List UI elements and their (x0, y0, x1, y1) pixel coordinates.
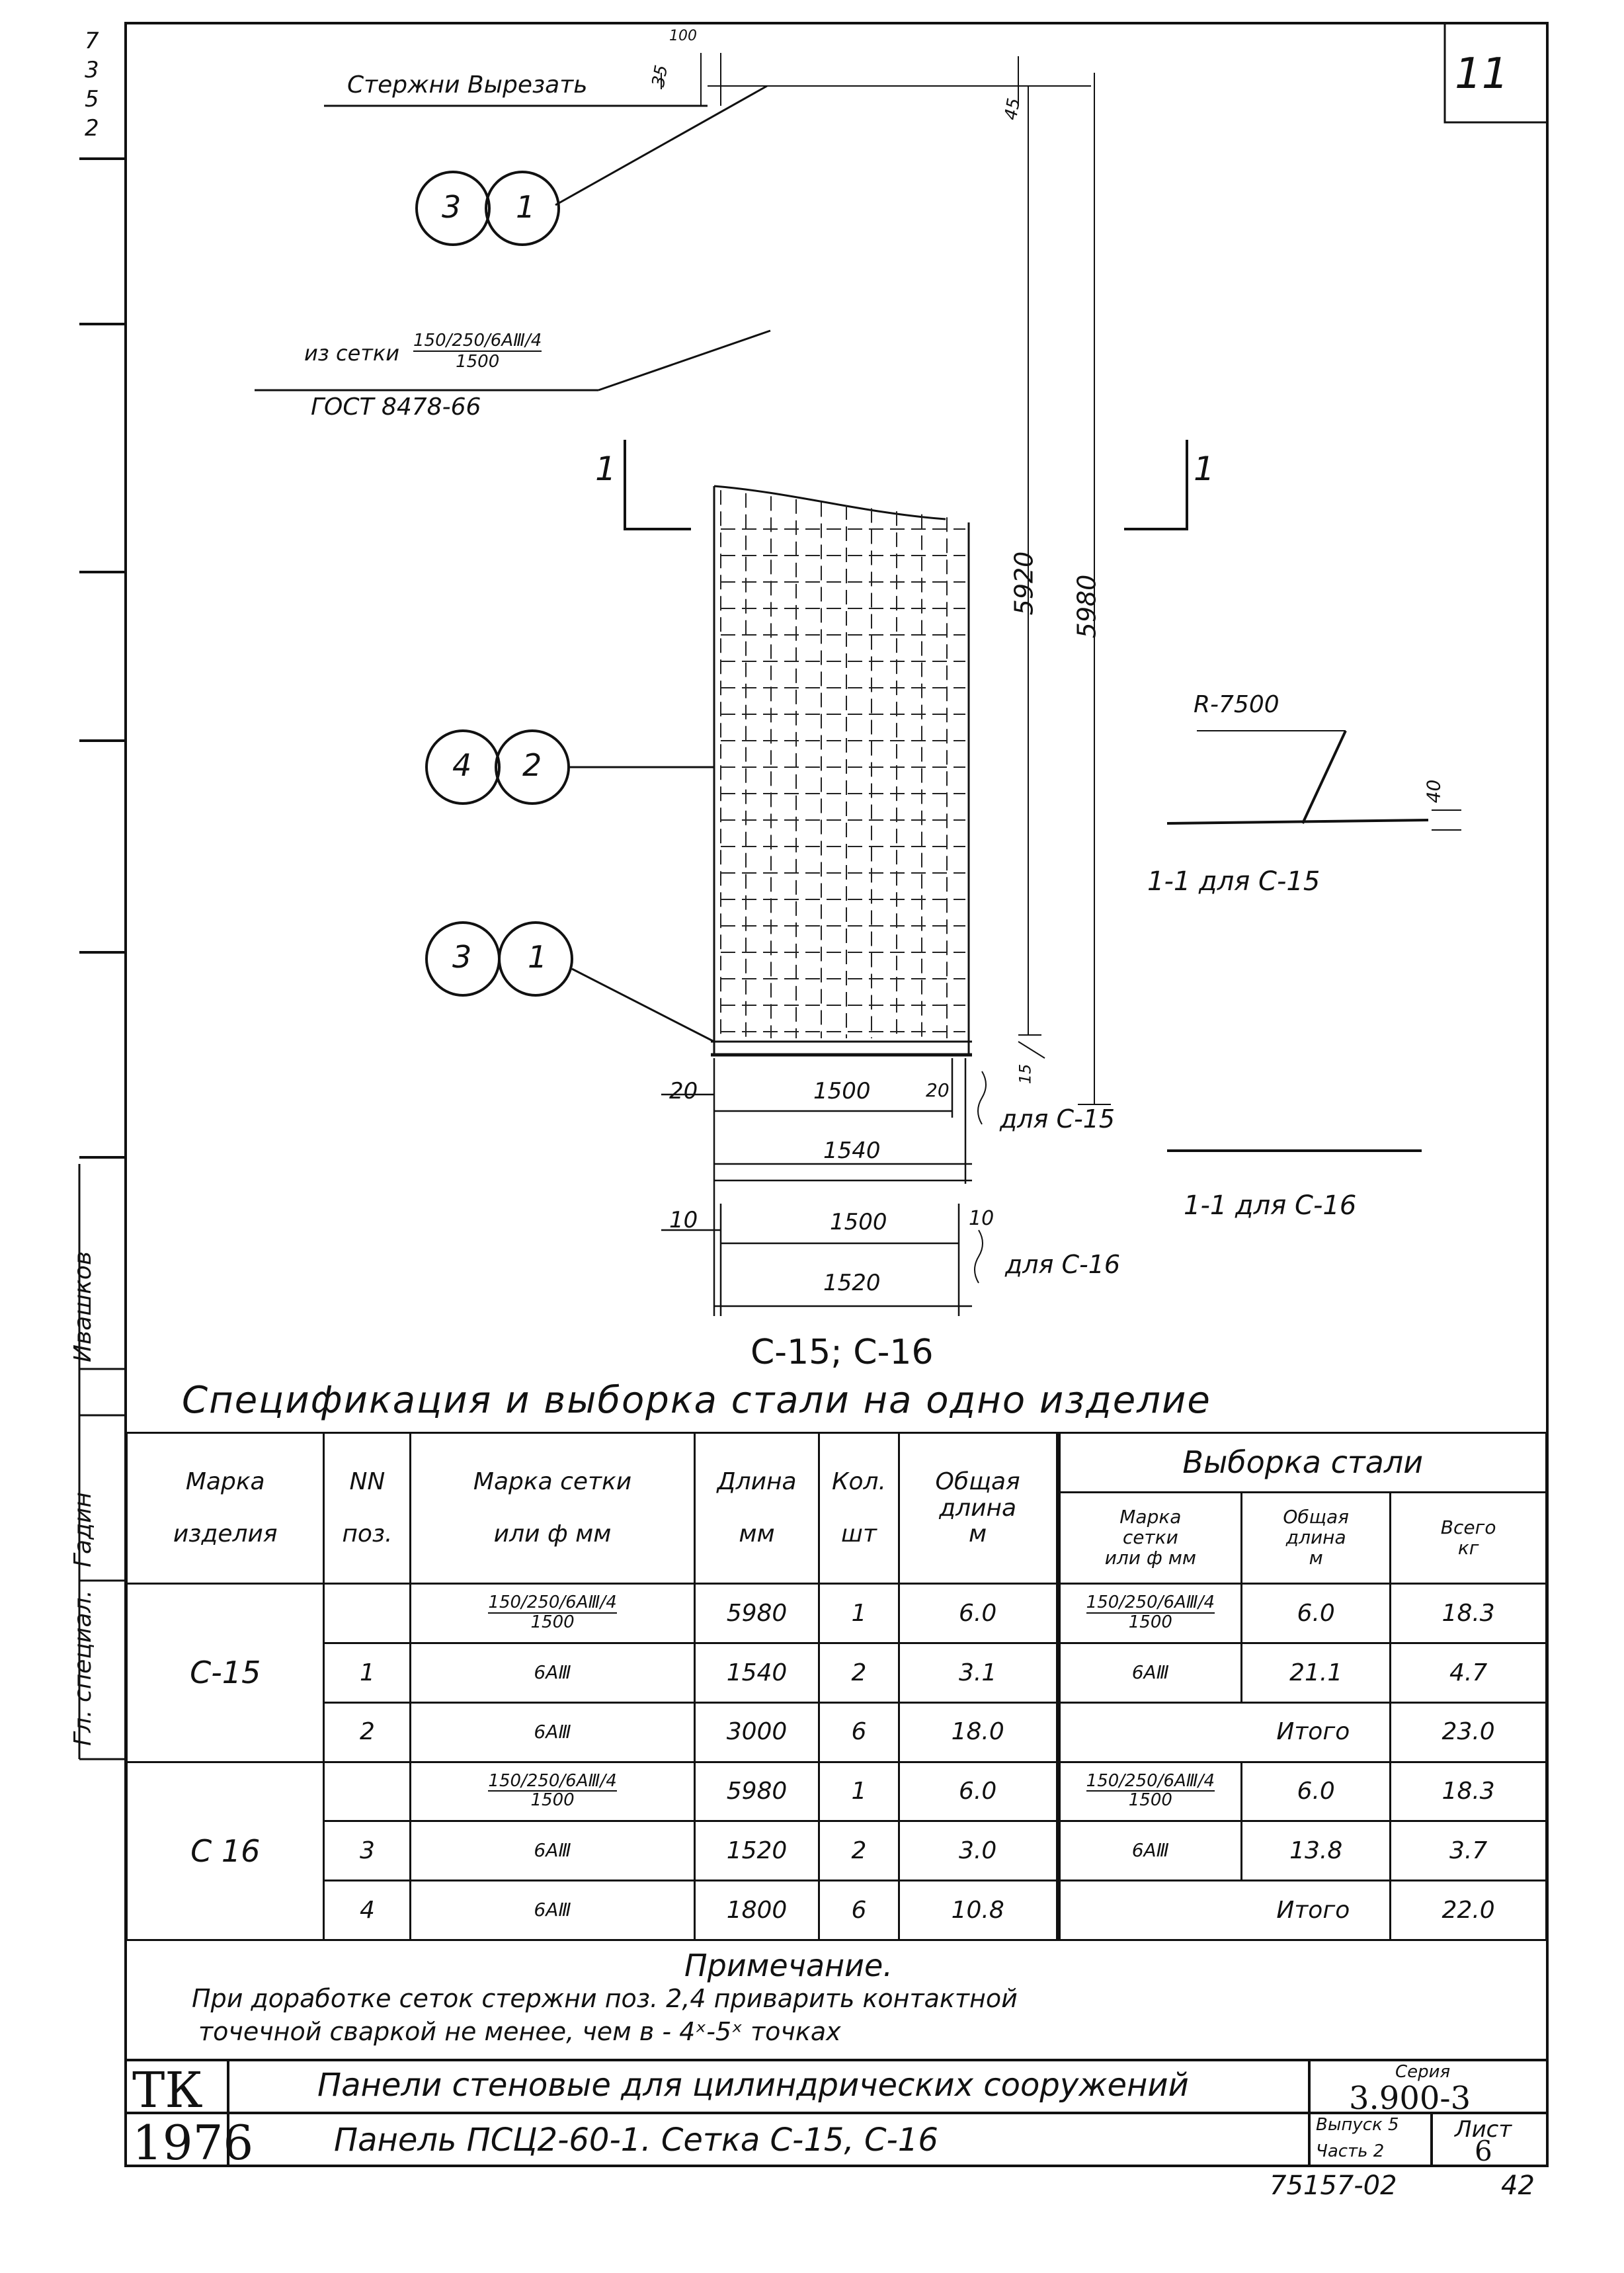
sel-length: 6.0 (1242, 1762, 1391, 1821)
item-mark: С-15 (127, 1584, 324, 1762)
sel-length: 6.0 (1242, 1584, 1391, 1643)
sel-weight: 18.3 (1391, 1762, 1547, 1821)
section-mark-left: 1 (595, 450, 616, 488)
length: 1520 (694, 1821, 819, 1881)
pos (324, 1762, 411, 1821)
bubble-inner: 1 (516, 189, 536, 225)
issue: Выпуск 5 (1316, 2115, 1399, 2135)
drawing-title: С-15; С-16 (751, 1333, 934, 1372)
cut-label: Стержни Вырезать (347, 71, 588, 99)
series-value: 3.900-3 (1349, 2080, 1471, 2117)
sheet-label: Лист (1455, 2116, 1512, 2143)
part: Часть 2 (1316, 2141, 1385, 2161)
title-line-2: Панель ПСЦ2-60-1. Сетка С-15, С-16 (334, 2122, 938, 2159)
hdr-item-mark: Марка изделия (127, 1433, 324, 1584)
mesh-from-prefix: из сетки (304, 341, 400, 366)
title-line-1: Панели стеновые для цилиндрических сооружений (317, 2067, 1189, 2104)
series-label: Серия (1395, 2062, 1451, 2082)
c15-dim-label: для С-15 (1000, 1104, 1116, 1134)
mesh-mark: 6АⅢ (411, 1821, 694, 1881)
dim-15: 15 (1016, 1063, 1035, 1085)
length: 1540 (694, 1643, 819, 1703)
hdr-length: Длина мм (694, 1433, 819, 1584)
qty: 6 (819, 1702, 899, 1762)
total-length: 3.0 (899, 1821, 1058, 1881)
pos: 4 (324, 1881, 411, 1940)
qty: 1 (819, 1584, 899, 1643)
qty: 6 (819, 1881, 899, 1940)
sel-weight: 4.7 (1391, 1643, 1547, 1703)
side-stamp-text: Гл. специал. (69, 1590, 97, 1746)
c16-dim-left: 10 (669, 1207, 698, 1233)
table-row (127, 1881, 1547, 1940)
total-label: Итого (1058, 1881, 1391, 1940)
length: 5980 (694, 1762, 819, 1821)
hdr-sel-length: Общая длина м (1242, 1492, 1391, 1584)
c16-dim-mid: 1500 (830, 1209, 887, 1235)
bubble-outer: 4 (452, 747, 472, 783)
dim-100: 100 (669, 28, 697, 44)
c16-dim-label: для С-16 (1005, 1250, 1121, 1279)
length: 3000 (694, 1702, 819, 1762)
sheet-number: 11 (1455, 50, 1509, 99)
note-line-2: точечной сваркой не менее, чем в - 4ˣ-5ˣ точках (198, 2017, 841, 2046)
mesh-mark: $\frac{\text{150/250/6АⅢ/4}}{1500}$ (411, 1584, 694, 1643)
c16-dim-total: 1520 (823, 1270, 881, 1296)
section-mark-right: 1 (1194, 450, 1215, 488)
total-weight: 22.0 (1391, 1881, 1547, 1940)
mesh-mark: 6АⅢ (411, 1702, 694, 1762)
org-logo: ТК (132, 2062, 203, 2119)
pos: 2 (324, 1702, 411, 1762)
side-stamp-text: Ивашков (69, 1251, 97, 1362)
length: 5980 (694, 1584, 819, 1643)
total-length: 6.0 (899, 1762, 1058, 1821)
qty: 2 (819, 1643, 899, 1703)
qty: 2 (819, 1821, 899, 1881)
hdr-qty: Кол. шт (819, 1433, 899, 1584)
mesh-mark: 6АⅢ (411, 1881, 694, 1940)
dim-45: 45 (1000, 97, 1025, 122)
table-row (127, 1821, 1547, 1881)
stamp-page: 42 (1501, 2170, 1535, 2201)
section-c15-label: 1-1 для С-15 (1147, 866, 1320, 897)
bubble-inner: 2 (522, 747, 542, 783)
item-mark: С 16 (127, 1762, 324, 1940)
total-weight: 23.0 (1391, 1702, 1547, 1762)
dim-35: 35 (648, 63, 672, 89)
table-row (127, 1762, 1547, 1821)
sel-weight: 18.3 (1391, 1584, 1547, 1643)
mesh-mark: 6АⅢ (411, 1643, 694, 1703)
margin-number: 7 (85, 28, 99, 54)
note-line-1: При доработке сеток стержни поз. 2,4 приварить контактной (192, 1984, 1018, 2013)
dim-40: 40 (1422, 779, 1445, 804)
dim-5980: 5980 (1072, 574, 1102, 639)
mesh-from-den: 1500 (456, 352, 500, 372)
sel-mark: $\frac{\text{150/250/6АⅢ/4}}{1500}$ (1058, 1762, 1242, 1821)
total-label: Итого (1058, 1702, 1391, 1762)
stamp-number: 75157-02 (1270, 2170, 1397, 2201)
c15-dim-left: 20 (669, 1078, 698, 1104)
mesh-from-num: 150/250/6АⅢ/4 (413, 331, 542, 351)
c15-dim-mid: 1500 (813, 1078, 871, 1104)
sel-weight: 3.7 (1391, 1821, 1547, 1881)
dim-5920: 5920 (1009, 551, 1039, 616)
radius-label: R-7500 (1194, 691, 1279, 718)
c15-dim-total: 1540 (823, 1137, 881, 1164)
bubble-inner: 1 (528, 939, 548, 975)
table-row (127, 1702, 1547, 1762)
table-row (127, 1584, 1547, 1643)
margin-number: 3 (85, 57, 99, 83)
sel-length: 21.1 (1242, 1643, 1391, 1703)
bubble-outer: 3 (442, 189, 462, 225)
hdr-mesh-mark: Марка сетки или ф мм (411, 1433, 694, 1584)
sel-length: 13.8 (1242, 1821, 1391, 1881)
mesh-from-fraction (413, 331, 542, 372)
pos: 3 (324, 1821, 411, 1881)
spec-title: Спецификация и выборка стали на одно изделие (182, 1379, 1211, 1422)
pos (324, 1584, 411, 1643)
bubble-outer: 3 (452, 939, 472, 975)
total-length: 10.8 (899, 1881, 1058, 1940)
hdr-selection: Выборка стали (1058, 1433, 1546, 1493)
spec-table (126, 1432, 1547, 1941)
sel-mark: 6АⅢ (1058, 1643, 1242, 1703)
qty: 1 (819, 1762, 899, 1821)
margin-numbers (85, 26, 99, 143)
mesh-mark: $\frac{\text{150/250/6АⅢ/4}}{1500}$ (411, 1762, 694, 1821)
side-stamp-text: Гадин (69, 1492, 97, 1567)
total-length: 6.0 (899, 1584, 1058, 1643)
hdr-sel-total: Всего кг (1391, 1492, 1547, 1584)
c15-dim-right: 20 (926, 1079, 950, 1101)
gost-ref: ГОСТ 8478-66 (311, 393, 481, 421)
year: 1976 (132, 2115, 254, 2170)
hdr-pos: NN поз. (324, 1433, 411, 1584)
section-c16-label: 1-1 для С-16 (1184, 1190, 1357, 1221)
margin-number: 5 (85, 86, 99, 112)
c16-dim-right: 10 (969, 1207, 995, 1230)
sel-mark: $\frac{\text{150/250/6АⅢ/4}}{1500}$ (1058, 1584, 1242, 1643)
total-length: 3.1 (899, 1643, 1058, 1703)
table-row (127, 1643, 1547, 1703)
note-title: Примечание. (684, 1948, 893, 1983)
hdr-sel-mark: Марка сетки или ф мм (1058, 1492, 1242, 1584)
pos: 1 (324, 1643, 411, 1703)
hdr-total-length: Общая длина м (899, 1433, 1058, 1584)
sel-mark: 6АⅢ (1058, 1821, 1242, 1881)
length: 1800 (694, 1881, 819, 1940)
margin-number: 2 (85, 115, 99, 142)
sheet-value: 6 (1475, 2135, 1492, 2167)
total-length: 18.0 (899, 1702, 1058, 1762)
